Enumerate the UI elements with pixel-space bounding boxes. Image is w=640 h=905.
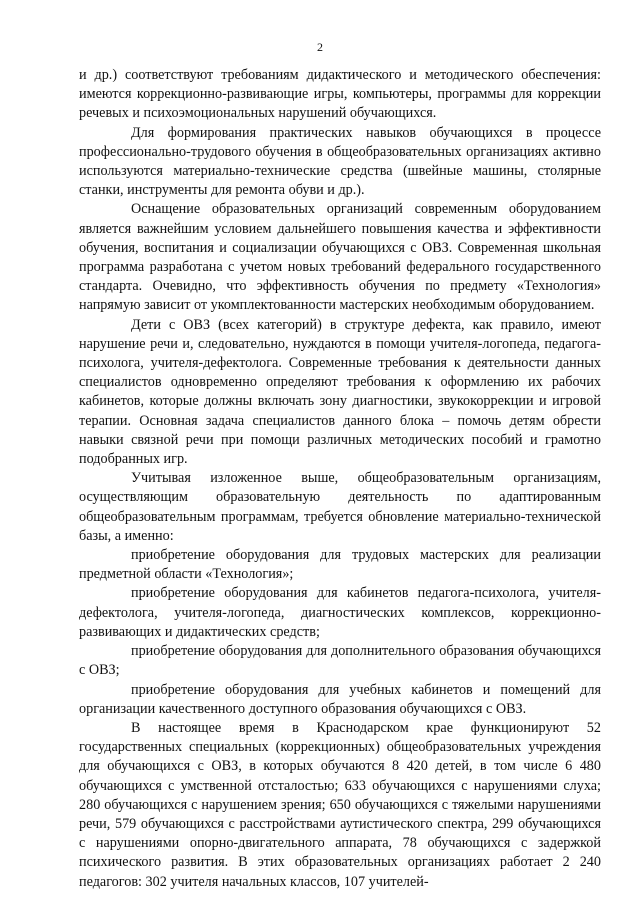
paragraph: Оснащение образовательных организаций современным оборудованием является важнейшим условием дальнейшего повышения качества и эффективности обучения, воспитания и социализации обучающихся с ОВЗ. Современная школьная программа разработана с учетом новых требований федерального государственного стандарта. Очевидно, что эффективность обучения по предмету «Технология» напрямую зависит от укомплектованности мастерских необходимым оборудованием. xyxy=(79,201,601,314)
page-number: 2 xyxy=(317,40,323,54)
list-item: приобретение оборудования для трудовых мастерских для реализации предметной области «Технология»; xyxy=(79,547,601,583)
list-item: приобретение оборудования для кабинетов педагога-психолога, учителя-дефектолога, учителя-логопеда, диагностических комплексов, коррекционно-развивающих и дидактических средств; xyxy=(79,585,601,640)
list-item: приобретение оборудования для учебных кабинетов и помещений для организации качественного доступного образования обучающихся с ОВЗ. xyxy=(79,681,601,717)
paragraph: Для формирования практических навыков обучающихся в процессе профессионально-трудового обучения в общеобразовательных организациях активно используются материально-технические средства (швейные машины, столярные станки, инструменты для ремонта обуви и др.). xyxy=(79,124,601,199)
paragraph: В настоящее время в Краснодарском крае функционируют 52 государственных специальных (коррекционных) общеобразовательных учреждения для обучающихся с ОВЗ, в которых обучаются 8 420 детей, в том числе 6 480 обучающихся с умственной отсталостью; 633 обучающихся с нарушениями слуха; 280 обучающихся с нарушением зрения; 650 обучающихся с тяжелыми нарушениями речи, 579 обучающихся с расстройствами аутистического спектра, 299 обучающихся с нарушениями опорно-двигательного аппарата, 78 обучающихся с задержкой психического развития. В этих образовательных организациях работает 2 240 педагогов: 302 учителя начальных классов, 107 учителей- xyxy=(79,719,601,890)
paragraph: и др.) соответствуют требованиям дидактического и методического обеспечения: имеются коррекционно-развивающие игры, компьютеры, программы для коррекции речевых и психоэмоциональных нарушений обучающихся. xyxy=(79,67,601,122)
paragraph: Дети с ОВЗ (всех категорий) в структуре дефекта, как правило, имеют нарушение речи и, следовательно, нуждаются в помощи учителя-логопеда, педагога-психолога, учителя-дефектолога. Современные требования к деятельности данных специалистов одновременно определяют требования к оформлению их рабочих кабинетов, которые должны включать зону диагностики, звукокоррекции и игровой терапии. Основная задача специалистов данного блока – помочь детям обрести навыки связной речи при помощи различных методических пособий и грамотно подобранных игр. xyxy=(79,316,601,468)
paragraph: Учитывая изложенное выше, общеобразовательным организациям, осуществляющим образовательную деятельность по адаптированным общеобразовательным программам, требуется обновление материально-технической базы, а именно: xyxy=(79,470,601,544)
list-item: приобретение оборудования для дополнительного образования обучающихся с ОВЗ; xyxy=(79,643,601,679)
document-body xyxy=(79,66,601,892)
